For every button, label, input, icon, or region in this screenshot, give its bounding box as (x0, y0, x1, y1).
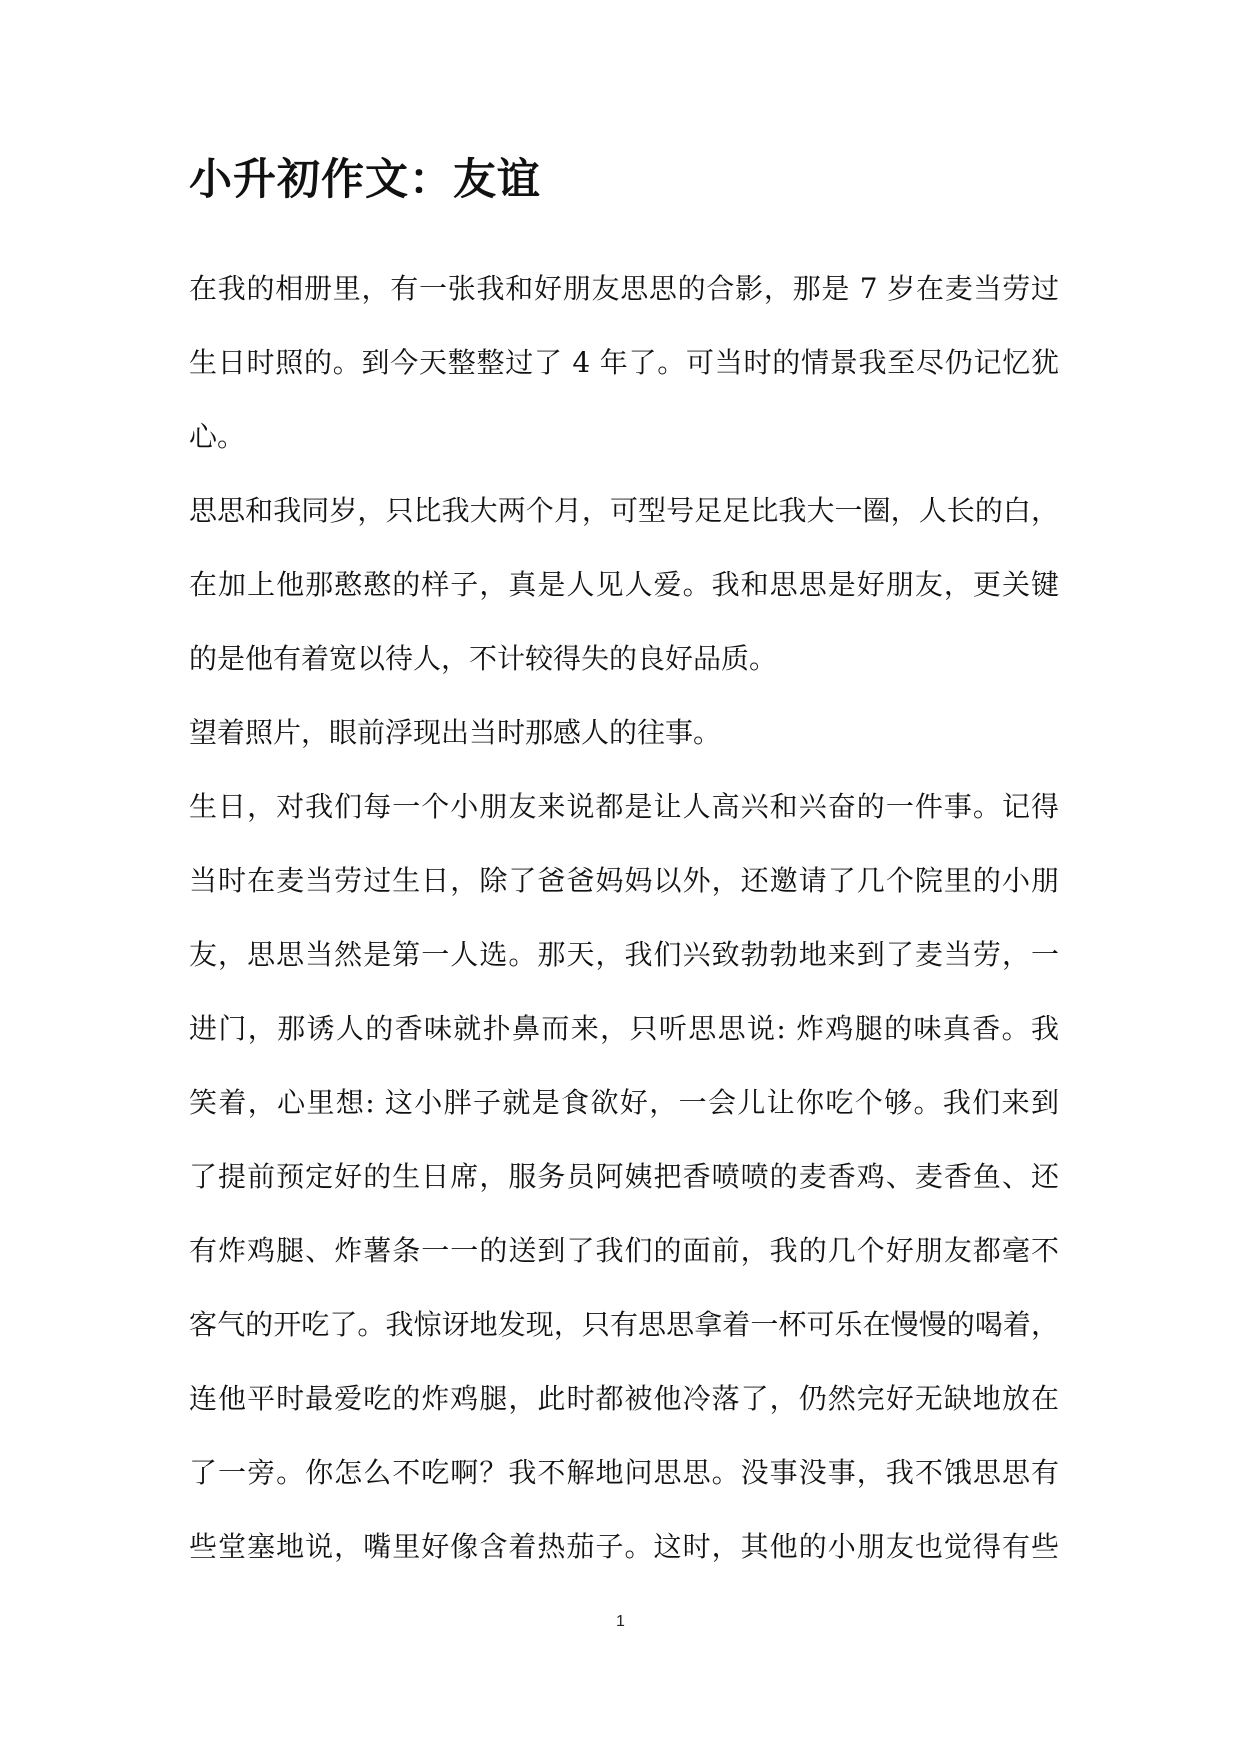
text-line: 客气的开吃了。我惊讶地发现，只有思思拿着一杯可乐在慢慢的喝着， (189, 1308, 1059, 1341)
paragraph-2 (189, 474, 1059, 696)
text-line: 笑着，心里想: 这小胖子就是食欲好，一会儿让你吃个够。我们来到 (189, 1086, 1059, 1119)
paragraph-1 (189, 252, 1059, 474)
text-line: 在加上他那憨憨的样子，真是人见人爱。我和思思是好朋友，更关键 (189, 568, 1059, 601)
page-number: 1 (616, 1613, 625, 1630)
text-line: 在我的相册里，有一张我和好朋友思思的合影，那是 7 岁在麦当劳过 (189, 272, 1059, 305)
text-line: 了提前预定好的生日席，服务员阿姨把香喷喷的麦香鸡、麦香鱼、还 (189, 1160, 1059, 1193)
text-line: 进门，那诱人的香味就扑鼻而来，只听思思说: 炸鸡腿的味真香。我 (189, 1012, 1059, 1045)
paragraph-3 (189, 696, 1059, 770)
text-line: 当时在麦当劳过生日，除了爸爸妈妈以外，还邀请了几个院里的小朋 (189, 864, 1059, 897)
document-body (189, 252, 1059, 1584)
text-line: 望着照片，眼前浮现出当时那感人的往事。 (189, 716, 722, 749)
text-line: 生日时照的。到今天整整过了 4 年了。可当时的情景我至尽仍记忆犹 (189, 346, 1059, 379)
text-line: 的是他有着宽以待人，不计较得失的良好品质。 (189, 642, 778, 675)
document-title: 小升初作文：友谊 (189, 155, 541, 205)
text-line: 心。 (189, 420, 246, 453)
text-line: 生日，对我们每一个小朋友来说都是让人高兴和兴奋的一件事。记得 (189, 790, 1059, 823)
text-line: 了一旁。你怎么不吃啊？我不解地问思思。没事没事，我不饿思思有 (189, 1456, 1059, 1489)
paragraph-4 (189, 770, 1059, 1584)
text-line: 思思和我同岁，只比我大两个月，可型号足足比我大一圈，人长的白， (189, 494, 1059, 527)
text-line: 些堂塞地说，嘴里好像含着热茄子。这时，其他的小朋友也觉得有些 (189, 1530, 1059, 1563)
text-line: 友，思思当然是第一人选。那天，我们兴致勃勃地来到了麦当劳，一 (189, 938, 1059, 971)
text-line: 连他平时最爱吃的炸鸡腿，此时都被他冷落了，仍然完好无缺地放在 (189, 1382, 1059, 1415)
text-line: 有炸鸡腿、炸薯条一一的送到了我们的面前，我的几个好朋友都毫不 (189, 1234, 1059, 1267)
